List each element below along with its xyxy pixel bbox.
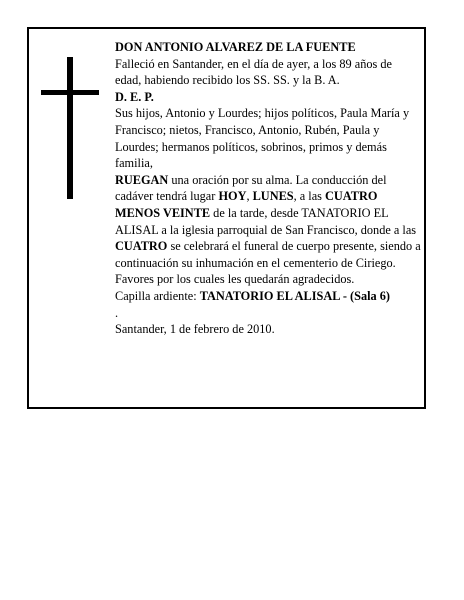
death-info: Falleció en Santander, en el día de ayer, a los 89 años de edad, habiendo recibido los SS. SS. y la B. A. xyxy=(115,56,392,88)
chapel-location: TANATORIO EL ALISAL - (Sala 6) xyxy=(199,288,390,303)
request-paragraph xyxy=(115,172,421,288)
departure-time: CUATRO MENOS VEINTE xyxy=(115,189,378,220)
family-list: Sus hijos, Antonio y Lourdes; hijos políticos, Paula María y Francisco; nietos, Francisco, Antonio, Rubén, Paula y Lourdes; hermanos políticos, sobrinos, primos y demás familia, xyxy=(115,106,410,171)
request-text-2: , xyxy=(246,189,253,204)
funeral-time: CUATRO xyxy=(115,239,168,254)
hoy-text: HOY xyxy=(218,189,247,204)
ruegan-text: RUEGAN xyxy=(115,172,169,187)
rip-text: D. E. P. xyxy=(115,89,154,104)
cross-vertical-bar xyxy=(67,57,73,199)
chapel-line xyxy=(115,288,421,305)
lunes-text: LUNES xyxy=(252,189,294,204)
cross-icon xyxy=(41,57,99,199)
request-text-4: de la tarde, desde TANATORIO EL ALISAL a la iglesia parroquial de San Francisco, donde a las xyxy=(115,205,417,237)
chapel-period: . xyxy=(115,305,119,320)
deceased-name: DON ANTONIO ALVAREZ DE LA FUENTE xyxy=(115,40,356,54)
notice-text xyxy=(115,39,421,338)
cross-horizontal-bar xyxy=(41,90,99,95)
chapel-label: Capilla ardiente: xyxy=(115,288,200,303)
request-text-1: una oración por su alma. La conducción del cadáver tendrá lugar xyxy=(115,172,387,204)
place-date: Santander, 1 de febrero de 2010. xyxy=(115,322,275,337)
request-text-5: se celebrará el funeral de cuerpo presente, siendo a continuación su inhumación en el cementerio de Ciriego. Favores por los cuales les quedarán agradecidos. xyxy=(115,239,421,287)
request-text-3: , a las xyxy=(293,189,326,204)
obituary-notice xyxy=(27,27,426,409)
